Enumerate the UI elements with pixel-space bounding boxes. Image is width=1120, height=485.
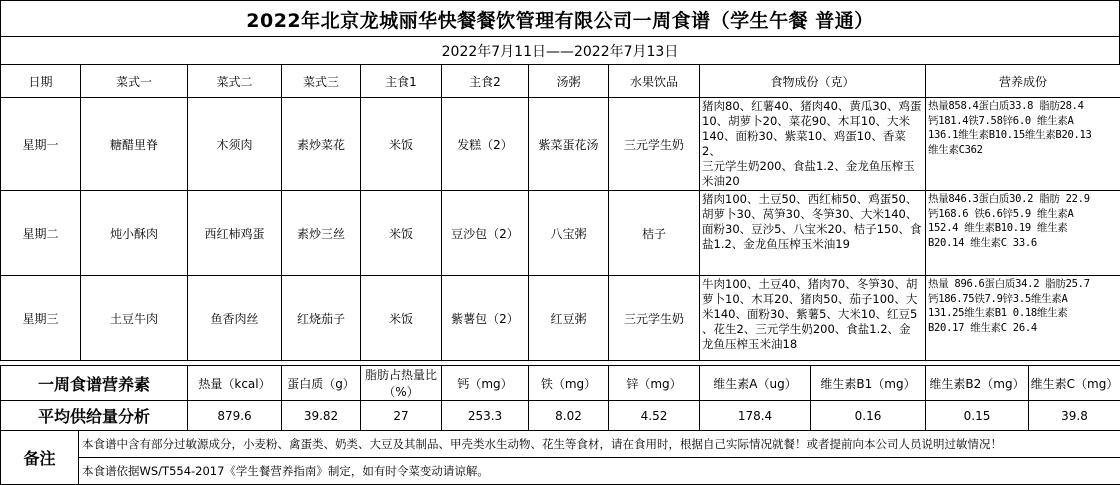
summary-header-vitamin-b2: 维生素B2（mg） [926, 366, 1029, 401]
nutrition-line: 136.1维生素B10.15维生素B20.13 [928, 129, 1092, 141]
summary-value-energy: 879.6 [188, 401, 282, 431]
summary-header-vitamin-c: 维生素C（mg） [1029, 366, 1120, 401]
nutrition-line: B20.14 维生素C 33.6 [928, 236, 1037, 249]
nutrition-line: 维生素C362 [928, 143, 983, 156]
summary-value-vitamin-c: 39.8 [1029, 401, 1120, 431]
soup-cell: 红豆粥 [529, 276, 609, 361]
day-cell: 星期三 [1, 276, 81, 361]
table-row [1, 98, 1120, 191]
nutrition-line: 钙168.6 铁6.6锌5.9 维生素A [928, 207, 1074, 220]
menu-header-row [1, 65, 1120, 98]
header-soup: 汤粥 [529, 65, 609, 98]
nutrition-summary-table [0, 365, 1120, 431]
ingredients-line: 10、胡萝卜20、菜花90、木耳10、大米 [702, 114, 911, 128]
notes-table [0, 430, 1120, 485]
ingredients-line: 萝卜10、木耳20、猪肉50、茄子100、大 [702, 292, 918, 306]
summary-value-fat-ratio: 27 [361, 401, 442, 431]
ingredients-line: 面粉30、豆沙5、八宝米20、桔子150、食 [702, 222, 922, 236]
staple1-cell: 米饭 [361, 191, 442, 276]
dish3-cell: 素炒三丝 [282, 191, 361, 276]
summary-value-vitamin-b2: 0.15 [926, 401, 1029, 431]
summary-header-zinc: 锌（mg） [609, 366, 700, 401]
staple1-cell: 米饭 [361, 276, 442, 361]
page-title: 2022年北京龙城丽华快餐餐饮管理有限公司一周食谱（学生午餐 普通） [0, 0, 1120, 37]
staple2-cell: 紫薯包（2） [442, 276, 529, 361]
nutrition-line: 热量 896.6蛋白质34.2 脂肪25.7 [928, 278, 1090, 290]
day-cell: 星期一 [1, 98, 81, 191]
summary-header-calcium: 钙（mg） [442, 366, 529, 401]
summary-value-calcium: 253.3 [442, 401, 529, 431]
fruit-cell: 桔子 [609, 191, 700, 276]
header-nutrition: 营养成份 [926, 65, 1120, 98]
ingredients-line: 米油20 [702, 174, 740, 188]
nutrition-cell [926, 98, 1120, 191]
header-dish3: 菜式三 [282, 65, 361, 98]
ingredients-cell [700, 191, 926, 276]
header-ingredients: 食物成份（克） [700, 65, 926, 98]
fruit-cell: 三元学生奶 [609, 276, 700, 361]
dish2-cell: 鱼香肉丝 [188, 276, 282, 361]
dish2-cell: 木须肉 [188, 98, 282, 191]
ingredients-line: 140、面粉30、紫菜10、鸡蛋10、香菜2、 [702, 129, 906, 158]
header-dish2: 菜式二 [188, 65, 282, 98]
nutrition-line: 热量858.4蛋白质33.8 脂肪28.4 [928, 100, 1084, 112]
summary-header-vitamin-b1: 维生素B1（mg） [811, 366, 926, 401]
ingredients-line: 盐1.2、金龙鱼压榨玉米油19 [702, 237, 850, 251]
summary-header-row [1, 366, 1120, 401]
soup-cell: 八宝粥 [529, 191, 609, 276]
summary-header-vitamin-a: 维生素A（ug） [700, 366, 811, 401]
date-range: 2022年7月11日——2022年7月13日 [0, 36, 1120, 65]
ingredients-line: 胡萝卜30、莴笋30、冬笋30、大米140、 [702, 207, 918, 221]
dish2-cell: 西红柿鸡蛋 [188, 191, 282, 276]
ingredients-line: 猪肉100、土豆50、西红柿50、鸡蛋50、 [702, 192, 918, 206]
ingredients-line: 猪肉80、红薯40、猪肉40、黄瓜30、鸡蛋 [702, 99, 922, 113]
dish1-cell: 土豆牛肉 [81, 276, 188, 361]
summary-header-iron: 铁（mg） [529, 366, 609, 401]
header-dish1: 菜式一 [81, 65, 188, 98]
summary-header-protein: 蛋白质（g） [282, 366, 361, 401]
nutrition-line: 热量846.3蛋白质30.2 脂肪 22.9 [928, 193, 1090, 205]
notes-row [1, 431, 1120, 458]
summary-value-vitamin-b1: 0.16 [811, 401, 926, 431]
summary-value-iron: 8.02 [529, 401, 609, 431]
dish1-cell: 炖小酥肉 [81, 191, 188, 276]
summary-value-zinc: 4.52 [609, 401, 700, 431]
nutrition-cell [926, 276, 1120, 361]
staple1-cell: 米饭 [361, 98, 442, 191]
nutrition-line: B20.17 维生素C 26.4 [928, 321, 1037, 334]
summary-value-protein: 39.82 [282, 401, 361, 431]
staple2-cell: 发糕（2） [442, 98, 529, 191]
ingredients-line: 龙鱼压榨玉米油18 [702, 337, 798, 351]
ingredients-line: 三元学生奶200、食盐1.2、金龙鱼压榨玉 [702, 159, 915, 173]
header-staple1: 主食1 [361, 65, 442, 98]
summary-header-fat-ratio: 脂肪占热量比（%） [361, 366, 442, 401]
notes-guideline-line: 本食谱依据WS/T554-2017《学生餐营养指南》制定，如有时令菜变动请谅解。 [79, 458, 1120, 485]
dish1-cell: 糖醋里脊 [81, 98, 188, 191]
staple2-cell: 豆沙包（2） [442, 191, 529, 276]
ingredients-cell [700, 276, 926, 361]
table-row [1, 191, 1120, 276]
summary-header-energy: 热量（kcal） [188, 366, 282, 401]
nutrition-line: 152.4 维生素B10.19 维生素 [928, 222, 1068, 234]
ingredients-line: 、花生2、三元学生奶200、食盐1.2、金 [702, 322, 911, 336]
summary-value-vitamin-a: 178.4 [700, 401, 811, 431]
header-staple2: 主食2 [442, 65, 529, 98]
nutrition-cell [926, 191, 1120, 276]
summary-label: 一周食谱营养素 [1, 366, 188, 401]
soup-cell: 紫菜蛋花汤 [529, 98, 609, 191]
ingredients-line: 米140、面粉30、紫薯5、大米10、红豆5 [702, 307, 918, 321]
notes-row [1, 458, 1120, 485]
header-date: 日期 [1, 65, 81, 98]
ingredients-cell [700, 98, 926, 191]
nutrition-line: 131.25维生素B1 0.18维生素 [928, 307, 1068, 319]
average-supply-label: 平均供给量分析 [1, 401, 188, 431]
summary-values-row [1, 401, 1120, 431]
fruit-cell: 三元学生奶 [609, 98, 700, 191]
dish3-cell: 素炒菜花 [282, 98, 361, 191]
nutrition-line: 钙186.75铁7.9锌3.5维生素A [928, 292, 1068, 305]
table-row [1, 276, 1120, 361]
day-cell: 星期二 [1, 191, 81, 276]
header-fruit: 水果饮品 [609, 65, 700, 98]
notes-allergen-line: 本食谱中含有部分过敏源成分，小麦粉、禽蛋类、奶类、大豆及其制品、甲壳类水生动物、花生等食材，请在食用时，根据自己实际情况就餐！或者提前向本公司人员说明过敏情况！ [79, 431, 1120, 458]
ingredients-line: 牛肉100、土豆40、猪肉70、冬笋30、胡 [702, 277, 918, 291]
weekly-menu-table [0, 64, 1120, 361]
dish3-cell: 红烧茄子 [282, 276, 361, 361]
nutrition-line: 钙181.4铁7.58锌6.0 维生素A [928, 114, 1074, 127]
notes-label: 备注 [1, 431, 79, 485]
